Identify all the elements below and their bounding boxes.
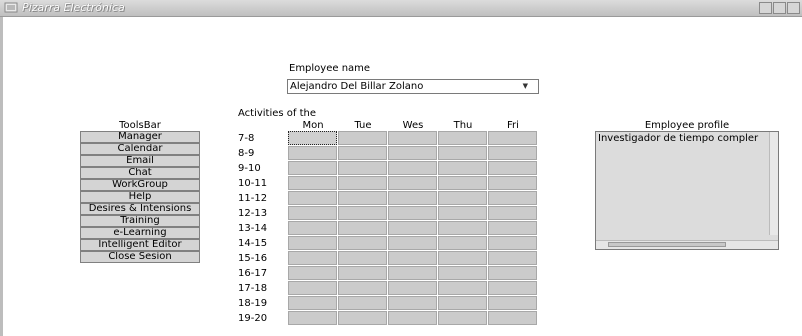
schedule-cell-wes-14-15[interactable] [388, 236, 437, 250]
schedule-cell-fri-8-9[interactable] [488, 146, 537, 160]
schedule-cell-fri-11-12[interactable] [488, 191, 537, 205]
schedule-cell-mon-7-8[interactable] [288, 131, 337, 145]
schedule-cell-wes-11-12[interactable] [388, 191, 437, 205]
hour-label: 13-14 [238, 223, 268, 234]
schedule-cell-fri-9-10[interactable] [488, 161, 537, 175]
schedule-cell-tue-18-19[interactable] [338, 296, 387, 310]
day-header-thu: Thu [453, 120, 473, 131]
schedule-cell-tue-19-20[interactable] [338, 311, 387, 325]
schedule-cell-wes-13-14[interactable] [388, 221, 437, 235]
hour-label: 9-10 [238, 163, 261, 174]
desires-intensions-button[interactable]: Desires & Intensions [80, 203, 200, 215]
schedule-cell-thu-12-13[interactable] [438, 206, 487, 220]
chevron-down-icon[interactable]: ▼ [522, 82, 528, 90]
day-header-mon: Mon [302, 120, 324, 131]
vertical-scrollbar[interactable] [769, 132, 778, 235]
schedule-cell-wes-18-19[interactable] [388, 296, 437, 310]
schedule-cell-thu-15-16[interactable] [438, 251, 487, 265]
schedule-cell-fri-15-16[interactable] [488, 251, 537, 265]
schedule-cell-thu-9-10[interactable] [438, 161, 487, 175]
schedule-cell-mon-19-20[interactable] [288, 311, 337, 325]
schedule-cell-tue-14-15[interactable] [338, 236, 387, 250]
scroll-thumb[interactable] [608, 242, 726, 247]
schedule-cell-thu-8-9[interactable] [438, 146, 487, 160]
horizontal-scrollbar[interactable] [596, 240, 778, 249]
hour-label: 10-11 [238, 178, 268, 189]
schedule-cell-mon-17-18[interactable] [288, 281, 337, 295]
hour-label: 17-18 [238, 283, 268, 294]
schedule-cell-wes-10-11[interactable] [388, 176, 437, 190]
calendar-button[interactable]: Calendar [80, 143, 200, 155]
schedule-cell-mon-13-14[interactable] [288, 221, 337, 235]
schedule-cell-fri-16-17[interactable] [488, 266, 537, 280]
day-headers [288, 120, 538, 131]
window-frame [0, 17, 3, 336]
schedule-cell-wes-15-16[interactable] [388, 251, 437, 265]
schedule-cell-mon-9-10[interactable] [288, 161, 337, 175]
schedule-cell-wes-7-8[interactable] [388, 131, 437, 145]
workgroup-button[interactable]: WorkGroup [80, 179, 200, 191]
minimize-icon[interactable] [759, 2, 772, 14]
schedule-cell-thu-16-17[interactable] [438, 266, 487, 280]
schedule-cell-thu-7-8[interactable] [438, 131, 487, 145]
employee-profile-textarea[interactable] [595, 131, 779, 250]
schedule-cell-thu-19-20[interactable] [438, 311, 487, 325]
hour-label: 14-15 [238, 238, 268, 249]
hour-label: 11-12 [238, 193, 268, 204]
schedule-cell-thu-18-19[interactable] [438, 296, 487, 310]
e-learning-button[interactable]: e-Learning [80, 227, 200, 239]
schedule-cell-tue-13-14[interactable] [338, 221, 387, 235]
schedule-cell-tue-7-8[interactable] [338, 131, 387, 145]
schedule-cell-mon-18-19[interactable] [288, 296, 337, 310]
schedule-cell-fri-7-8[interactable] [488, 131, 537, 145]
schedule-cell-fri-18-19[interactable] [488, 296, 537, 310]
schedule-cell-mon-8-9[interactable] [288, 146, 337, 160]
hour-label: 12-13 [238, 208, 268, 219]
schedule-cell-mon-14-15[interactable] [288, 236, 337, 250]
activities-grid [288, 131, 537, 325]
activities-label: Activities of the [238, 108, 317, 119]
schedule-cell-mon-11-12[interactable] [288, 191, 337, 205]
schedule-cell-tue-15-16[interactable] [338, 251, 387, 265]
intelligent-editor-button[interactable]: Intelligent Editor [80, 239, 200, 251]
help-button[interactable]: Help [80, 191, 200, 203]
schedule-cell-fri-12-13[interactable] [488, 206, 537, 220]
schedule-cell-tue-12-13[interactable] [338, 206, 387, 220]
employee-name-label: Employee name [289, 63, 371, 74]
schedule-cell-fri-17-18[interactable] [488, 281, 537, 295]
schedule-cell-tue-9-10[interactable] [338, 161, 387, 175]
schedule-cell-wes-9-10[interactable] [388, 161, 437, 175]
toolsbar-title: ToolsBar [119, 120, 161, 131]
training-button[interactable]: Training [80, 215, 200, 227]
app-icon [4, 2, 18, 14]
schedule-cell-wes-12-13[interactable] [388, 206, 437, 220]
email-button[interactable]: Email [80, 155, 200, 167]
close-icon[interactable] [787, 2, 800, 14]
schedule-cell-tue-8-9[interactable] [338, 146, 387, 160]
schedule-cell-tue-16-17[interactable] [338, 266, 387, 280]
schedule-cell-wes-19-20[interactable] [388, 311, 437, 325]
employee-select-value: Alejandro Del Billar Zolano [290, 81, 424, 92]
schedule-cell-thu-10-11[interactable] [438, 176, 487, 190]
schedule-cell-fri-10-11[interactable] [488, 176, 537, 190]
schedule-cell-thu-13-14[interactable] [438, 221, 487, 235]
hour-label: 16-17 [238, 268, 268, 279]
window-title: Pizarra Electrónica [22, 1, 125, 14]
day-header-tue: Tue [354, 120, 372, 131]
close-sesion-button[interactable]: Close Sesion [80, 251, 200, 263]
schedule-cell-fri-19-20[interactable] [488, 311, 537, 325]
hour-labels [238, 131, 282, 326]
schedule-cell-fri-13-14[interactable] [488, 221, 537, 235]
schedule-cell-wes-16-17[interactable] [388, 266, 437, 280]
schedule-cell-fri-14-15[interactable] [488, 236, 537, 250]
employee-profile-text: Investigador de tiempo compler [598, 133, 759, 144]
employee-profile-label: Employee profile [644, 120, 730, 131]
title-bar [0, 0, 802, 17]
schedule-cell-wes-8-9[interactable] [388, 146, 437, 160]
hour-label: 19-20 [238, 313, 268, 324]
employee-select[interactable] [287, 79, 539, 94]
hour-label: 8-9 [238, 148, 255, 159]
schedule-cell-mon-16-17[interactable] [288, 266, 337, 280]
hour-label: 7-8 [238, 133, 255, 144]
toolsbar [80, 131, 200, 263]
schedule-cell-mon-12-13[interactable] [288, 206, 337, 220]
maximize-icon[interactable] [773, 2, 786, 14]
day-header-fri: Fri [507, 120, 519, 131]
schedule-cell-tue-17-18[interactable] [338, 281, 387, 295]
schedule-cell-tue-11-12[interactable] [338, 191, 387, 205]
schedule-cell-thu-11-12[interactable] [438, 191, 487, 205]
hour-label: 18-19 [238, 298, 268, 309]
manager-button[interactable]: Manager [80, 131, 200, 143]
schedule-cell-mon-15-16[interactable] [288, 251, 337, 265]
schedule-cell-thu-17-18[interactable] [438, 281, 487, 295]
schedule-cell-mon-10-11[interactable] [288, 176, 337, 190]
hour-label: 15-16 [238, 253, 268, 264]
day-header-wes: Wes [402, 120, 424, 131]
chat-button[interactable]: Chat [80, 167, 200, 179]
schedule-cell-thu-14-15[interactable] [438, 236, 487, 250]
schedule-cell-wes-17-18[interactable] [388, 281, 437, 295]
schedule-cell-tue-10-11[interactable] [338, 176, 387, 190]
